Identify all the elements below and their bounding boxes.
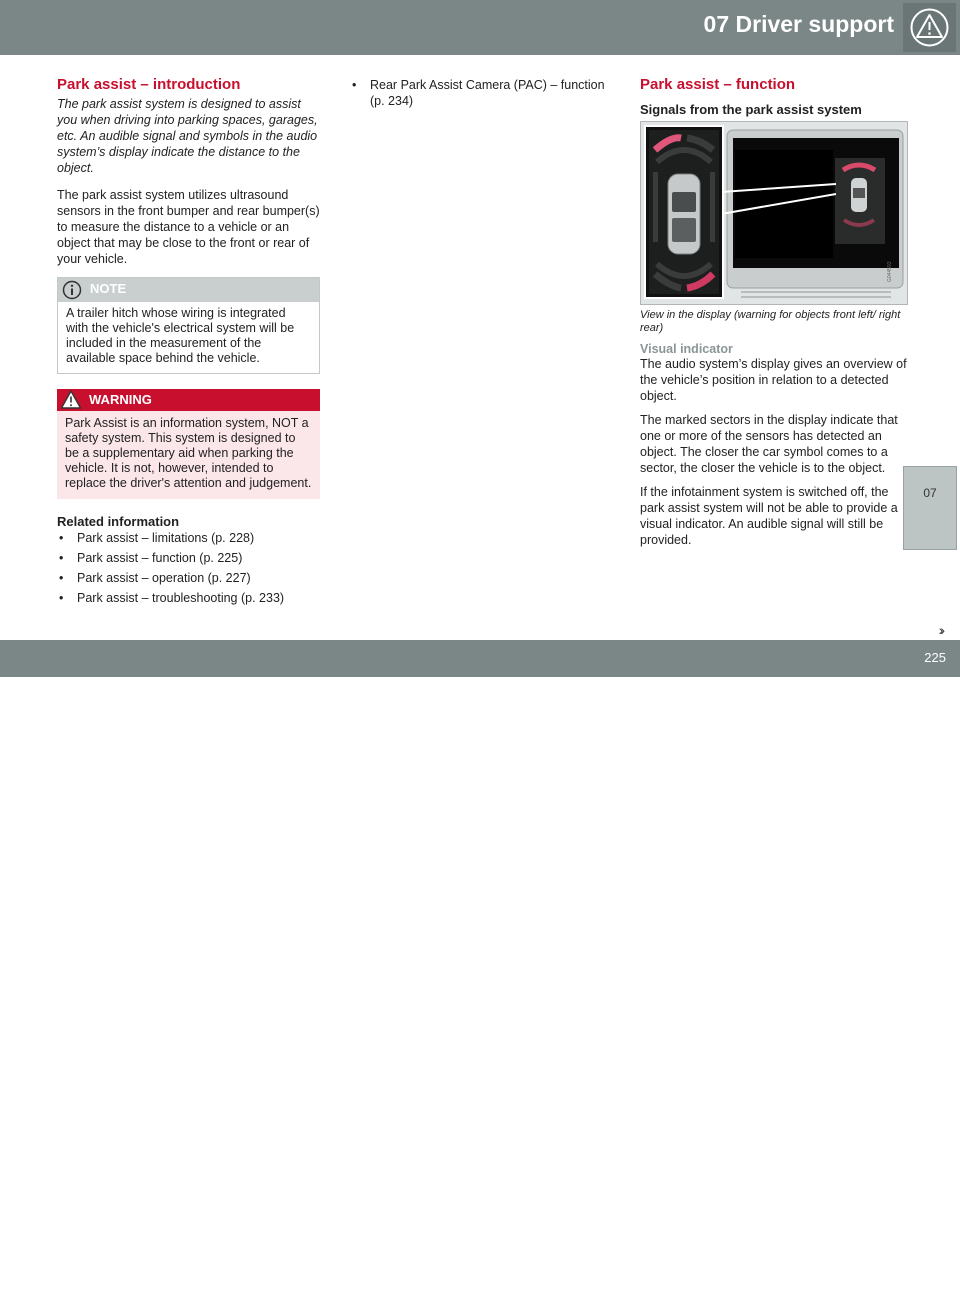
- chapter-title: 07 Driver support: [703, 11, 894, 37]
- park-assist-display-figure: [640, 121, 908, 305]
- visual-para-3: If the infotainment system is switched off, the park assist system will not be able to provide a visual indicator. An audible signal will still be provided.: [640, 485, 898, 547]
- section-heading-intro: Park assist – introduction: [57, 76, 241, 93]
- page-header: [0, 0, 960, 55]
- park-assist-display-illustration: [641, 122, 907, 304]
- related-link-limitations[interactable]: • Park assist – limitations (p. 228): [57, 530, 320, 546]
- visual-indicator-heading: Visual indicator: [640, 342, 733, 356]
- next-page-arrow-icon[interactable]: ››: [938, 622, 942, 638]
- warning-triangle-icon: [60, 389, 82, 411]
- chapter-tab[interactable]: [903, 466, 957, 550]
- note-text: A trailer hitch whose wiring is integrated with the vehicle's electrical system will be included in the measurement of the available space behind the vehicle.: [66, 306, 295, 365]
- body-text: The park assist system utilizes ultrasound sensors in the front bumper and rear bumper(s) to measure the distance to a vehicle or an object that may be close to the front or rear of your vehicle.: [57, 188, 320, 266]
- chapter-tab-label: 07: [923, 486, 937, 500]
- figure-code: G044593: [887, 261, 893, 282]
- related-link-troubleshooting[interactable]: • Park assist – troubleshooting (p. 233): [57, 590, 320, 606]
- note-header: [58, 278, 319, 302]
- warning-label: WARNING: [89, 392, 152, 407]
- related-link-function[interactable]: • Park assist – function (p. 225): [57, 550, 320, 566]
- related-info-title: Related information: [57, 514, 180, 529]
- intro-text: The park assist system is designed to assist you when driving into parking spaces, garages, etc. An audible signal and symbols in the audio system’s display indicate the distance to the object.: [57, 97, 318, 175]
- left-column: [57, 76, 320, 610]
- page-footer: [0, 640, 960, 1314]
- page-number: 225: [924, 650, 946, 665]
- info-icon: [61, 280, 83, 300]
- warning-text: Park Assist is an information system, NOT a safety system. This system is designed to be a supplementary aid when parking the vehicle. It is not, however, intended to replace the driver's attention and judgement.: [65, 416, 312, 490]
- header-icon-box: [903, 3, 956, 52]
- middle-column: [350, 76, 620, 113]
- warning-box: [57, 389, 320, 499]
- related-link-pac[interactable]: • Rear Park Assist Camera (PAC) – function (p. 234): [350, 77, 620, 109]
- subheading-signals: Signals from the park assist system: [640, 102, 862, 117]
- figure-caption: View in the display (warning for objects front left/ right rear): [640, 309, 901, 334]
- visual-para-2: The marked sectors in the display indicate that one or more of the sensors has detected an object. The closer the car symbol comes to a sector, the closer the vehicle is to the object.: [640, 413, 898, 475]
- right-column: [640, 76, 908, 556]
- warning-header: [57, 389, 320, 411]
- watermark-text: carmanualsonline.info: [530, 1284, 804, 1314]
- continued-list: [350, 77, 620, 109]
- section-heading-function: Park assist – function: [640, 76, 796, 93]
- visual-para-1: The audio system’s display gives an overview of the vehicle’s position in relation to a detected object.: [640, 357, 907, 403]
- related-info-list: [57, 530, 320, 606]
- related-link-operation[interactable]: • Park assist – operation (p. 227): [57, 570, 320, 586]
- note-label: NOTE: [90, 281, 127, 296]
- note-box: [57, 277, 320, 374]
- warning-triangle-icon: [909, 7, 950, 48]
